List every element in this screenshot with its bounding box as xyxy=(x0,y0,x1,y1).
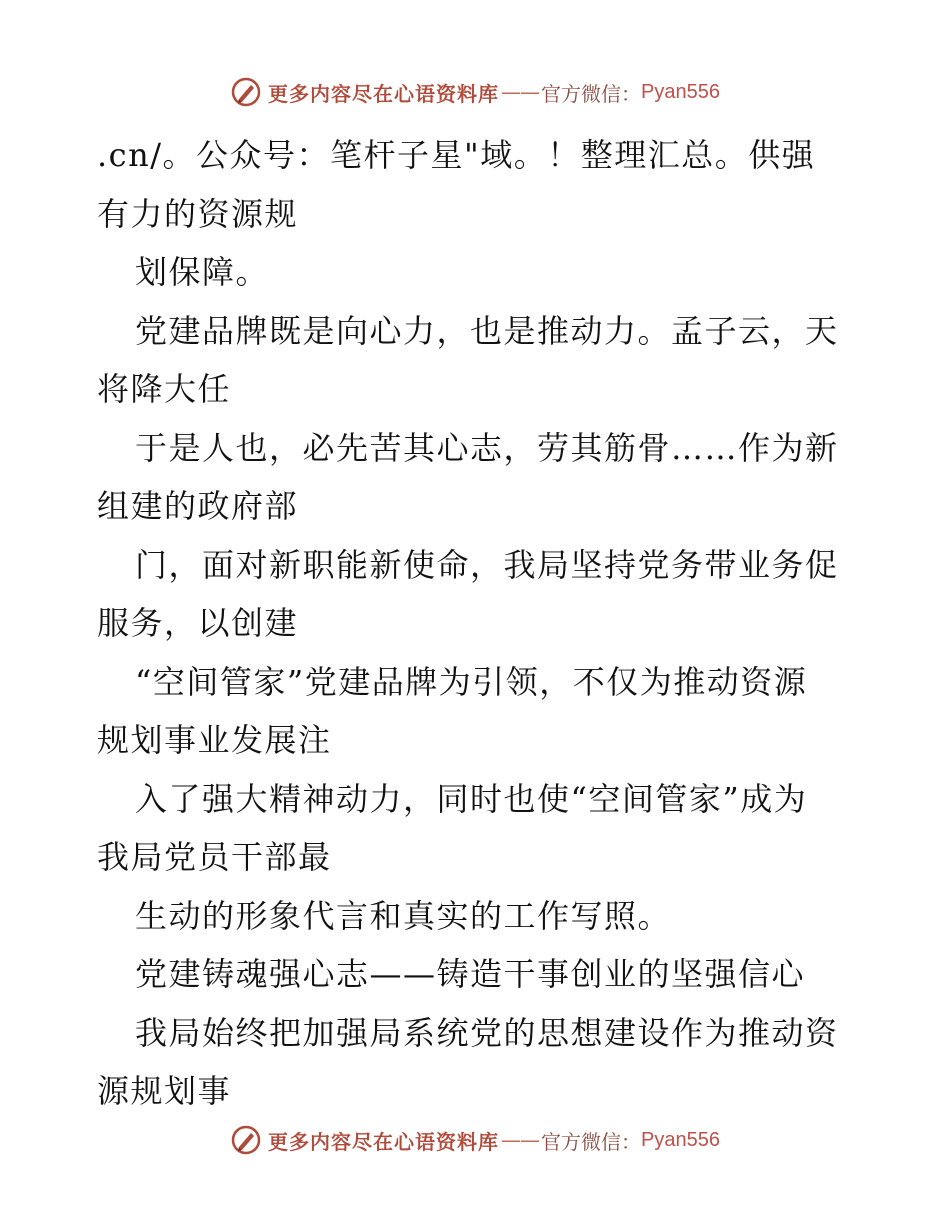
text-line: 有力的资源规 xyxy=(97,194,299,233)
banner-brand-text: 更多内容尽在心语资料库 xyxy=(268,81,500,106)
text-line: 我局始终把加强局系统党的思想建设作为推动资 xyxy=(135,1013,839,1052)
text-line: .cn/。公众号：笔杆子星"域。！整理汇总。供强 xyxy=(97,136,816,174)
text-line: 将降大任 xyxy=(97,370,232,408)
section-heading-line: 党建铸魂强心志——铸造干事创业的坚强信心 xyxy=(135,955,806,993)
text-line: 服务，以创建 xyxy=(97,604,299,642)
document-body xyxy=(97,126,857,1121)
text-line: 入了强大精神动力，同时也使“空间管家”成为 xyxy=(135,779,808,818)
text-line: 生动的形象代言和真实的工作写照。 xyxy=(135,896,672,935)
text-line: 我局党员干部最 xyxy=(97,838,332,876)
banner-account-id: Pyan556 xyxy=(641,80,720,103)
text-line: “空间管家”党建品牌为引领，不仅为推动资源 xyxy=(135,662,808,701)
pen-logo-icon xyxy=(230,1124,262,1156)
header-watermark-banner xyxy=(0,72,950,112)
text-line: 于是人也，必先苦其心志，劳其筋骨……作为新 xyxy=(135,428,839,467)
text-line: 划保障。 xyxy=(135,253,270,291)
banner-wechat-label: 官方微信： xyxy=(541,81,642,106)
text-line: 源规划事 xyxy=(97,1072,232,1110)
banner-account-id: Pyan556 xyxy=(641,1128,720,1151)
text-line: 党建品牌既是向心力，也是推动力。孟子云，天 xyxy=(135,311,839,350)
text-line: 门，面对新职能新使命，我局坚持党务带业务促 xyxy=(135,545,839,584)
banner-wechat-label: 官方微信： xyxy=(541,1129,642,1154)
banner-dash: —— xyxy=(501,80,540,104)
banner-dash: —— xyxy=(501,1128,540,1152)
footer-watermark-banner xyxy=(0,1120,950,1160)
text-line: 规划事业发展注 xyxy=(97,721,332,759)
pen-logo-icon xyxy=(230,76,262,108)
banner-brand-text: 更多内容尽在心语资料库 xyxy=(268,1129,500,1154)
text-line: 组建的政府部 xyxy=(97,487,299,525)
